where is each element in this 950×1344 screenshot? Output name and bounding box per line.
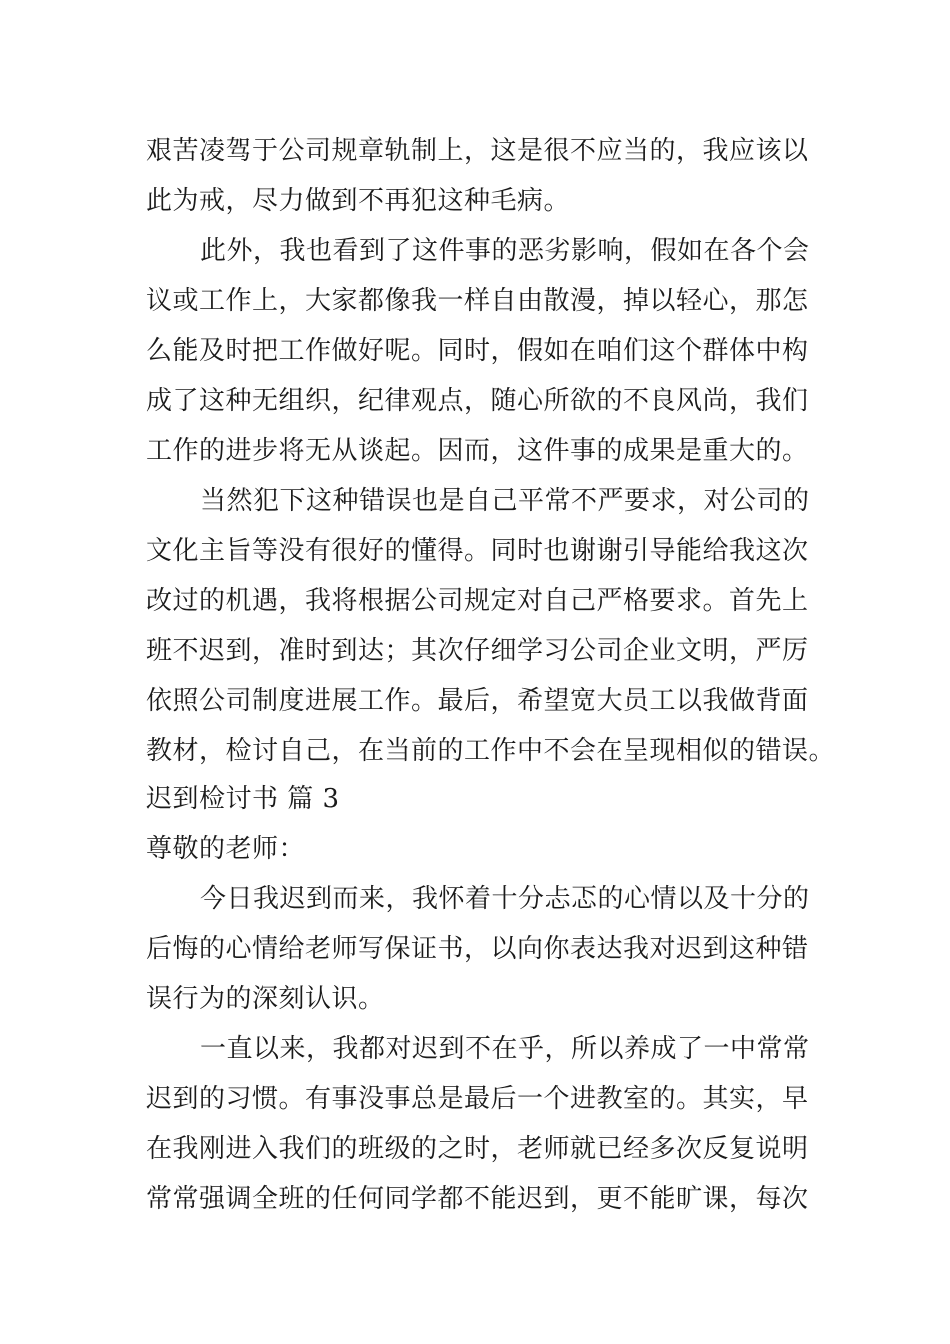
text-line: 么能及时把工作做好呢。同时，假如在咱们这个群体中构: [146, 336, 809, 366]
text-line: 后悔的心情给老师写保证书，以向你表达我对迟到这种错: [146, 934, 809, 964]
text-line: 教材，检讨自己，在当前的工作中不会在呈现相似的错误。: [146, 736, 836, 766]
text-line: 误行为的深刻认识。: [146, 984, 385, 1014]
text-line: 此为戒，尽力做到不再犯这种毛病。: [146, 186, 571, 216]
text-line: 在我刚进入我们的班级的之时，老师就已经多次反复说明: [146, 1134, 809, 1164]
text-line: 依照公司制度进展工作。最后，希望宽大员工以我做背面: [146, 686, 809, 716]
section-heading: 迟到检讨书 篇 3: [146, 784, 340, 814]
text-line: 改过的机遇，我将根据公司规定对自己严格要求。首先上: [146, 586, 809, 616]
text-line: 议或工作上，大家都像我一样自由散漫，掉以轻心，那怎: [146, 286, 809, 316]
text-line: 常常强调全班的任何同学都不能迟到，更不能旷课，每次: [146, 1184, 809, 1214]
paragraph-start-line: 此外，我也看到了这件事的恶劣影响，假如在各个会: [200, 236, 810, 266]
text-line: 艰苦凌驾于公司规章轨制上，这是很不应当的，我应该以: [146, 136, 809, 166]
salutation: 尊敬的老师：: [146, 834, 306, 864]
text-line: 成了这种无组织，纪律观点，随心所欲的不良风尚，我们: [146, 386, 809, 416]
paragraph-start-line: 今日我迟到而来，我怀着十分忐忑的心情以及十分的: [200, 884, 810, 914]
text-line: 迟到的习惯。有事没事总是最后一个进教室的。其实，早: [146, 1084, 809, 1114]
text-line: 工作的进步将无从谈起。因而，这件事的成果是重大的。: [146, 436, 809, 466]
text-line: 班不迟到，准时到达；其次仔细学习公司企业文明，严厉: [146, 636, 809, 666]
text-line: 文化主旨等没有很好的懂得。同时也谢谢引导能给我这次: [146, 536, 809, 566]
paragraph-start-line: 一直以来，我都对迟到不在乎，所以养成了一中常常: [200, 1034, 810, 1064]
paragraph-start-line: 当然犯下这种错误也是自己平常不严要求，对公司的: [200, 486, 810, 516]
